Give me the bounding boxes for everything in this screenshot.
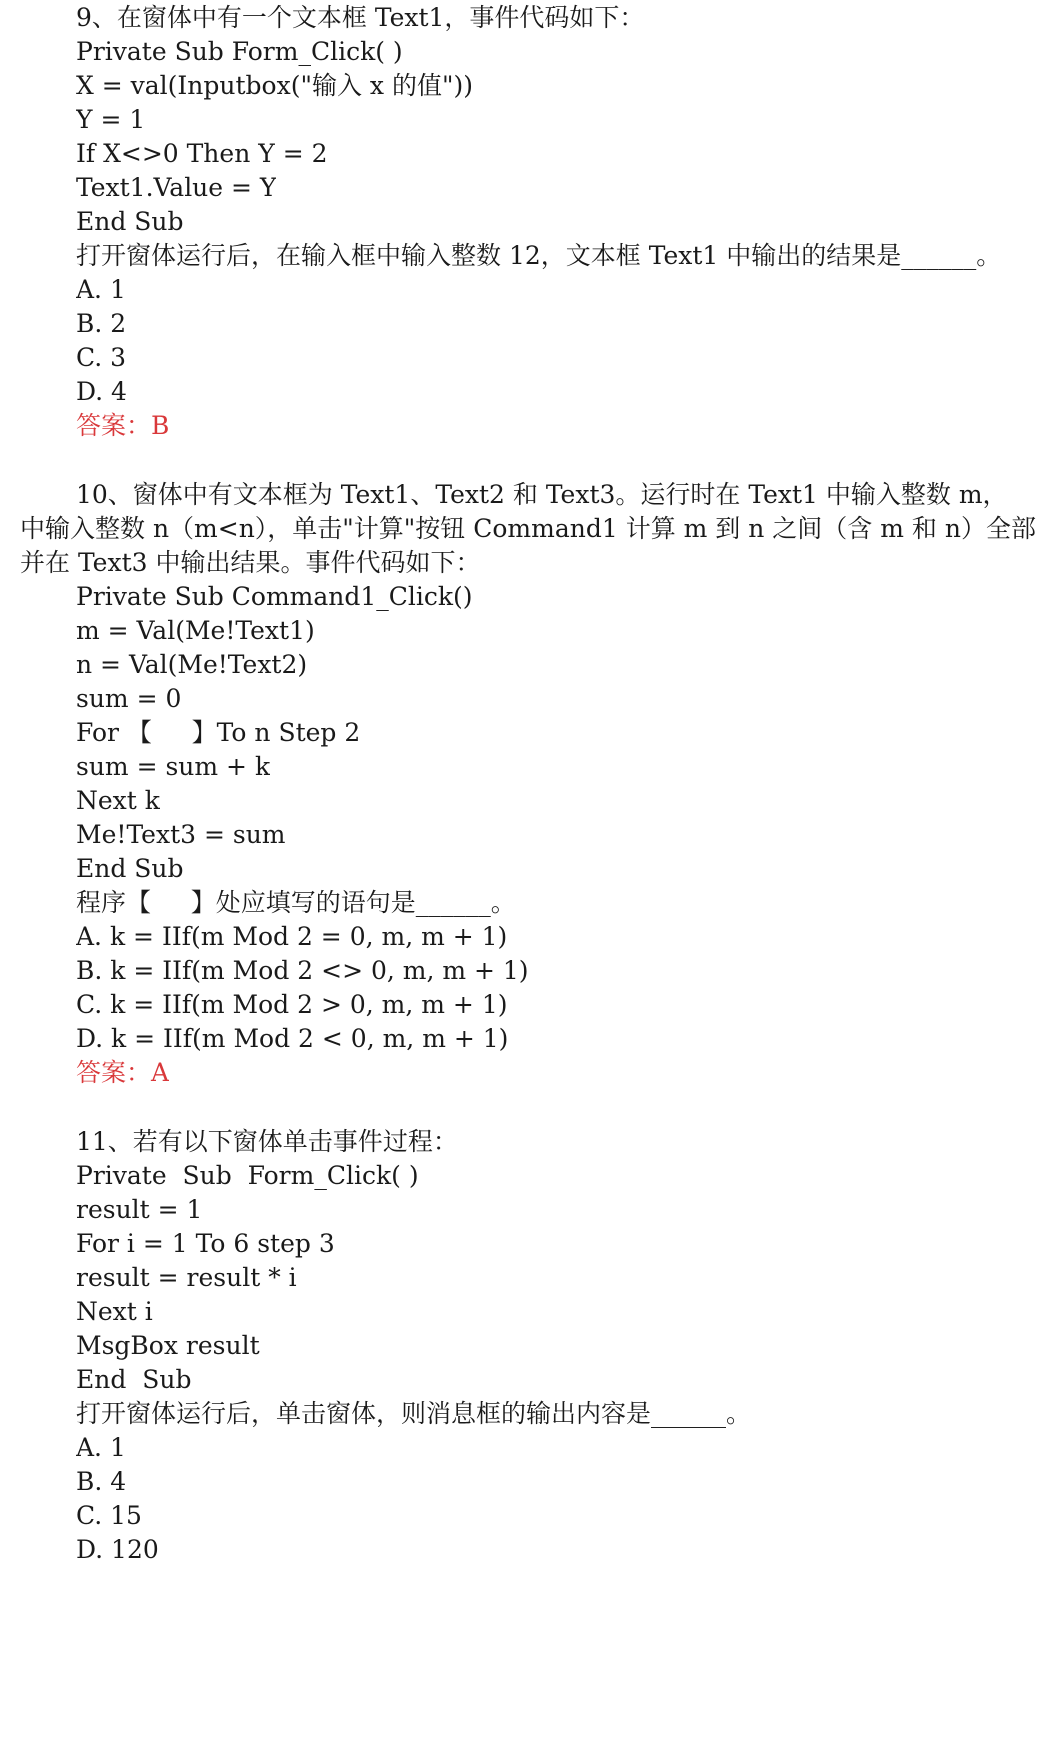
q11-code-line: Private Sub Form_Click( )	[76, 1161, 419, 1190]
q9-stem: 9、在窗体中有一个文本框 Text1，事件代码如下：	[76, 3, 645, 32]
q9-code-line: Private Sub Form_Click( )	[76, 37, 403, 66]
q9-code-line: Y = 1	[76, 105, 146, 134]
q11-code-line: Next i	[76, 1297, 153, 1326]
q10-stem-line: 并在 Text3 中输出结果。事件代码如下：	[20, 548, 481, 577]
q11-code-line: End Sub	[76, 1365, 192, 1394]
q9-answer: 答案：B	[76, 411, 170, 440]
q10-code-line: End Sub	[76, 854, 184, 883]
q9-code-line: End Sub	[76, 207, 184, 236]
q11-code-line: MsgBox result	[76, 1331, 260, 1360]
q10-code-line: Next k	[76, 786, 160, 815]
q10-answer: 答案：A	[76, 1058, 170, 1087]
q10-stem-line: 10、窗体中有文本框为 Text1、Text2 和 Text3。运行时在 Text1 中输入整数 m，	[76, 480, 1008, 509]
q11-option-b: B. 4	[76, 1467, 127, 1496]
q10-code-line: Private Sub Command1_Click()	[76, 582, 473, 611]
q11-option-a: A. 1	[76, 1433, 126, 1462]
q10-code-line: sum = sum + k	[76, 752, 271, 781]
q11-code-line: For i = 1 To 6 step 3	[76, 1229, 335, 1258]
q11-option-c: C. 15	[76, 1501, 142, 1530]
q9-option-b: B. 2	[76, 309, 127, 338]
q11-question: 打开窗体运行后，单击窗体，则消息框的输出内容是______。	[76, 1399, 752, 1428]
q11-code-line: result = result * i	[76, 1263, 297, 1292]
q10-code-line: n = Val(Me!Text2)	[76, 650, 308, 679]
q9-code-line: If X<>0 Then Y = 2	[76, 139, 328, 168]
q10-code-line: m = Val(Me!Text1)	[76, 616, 315, 645]
q10-code-line: Me!Text3 = sum	[76, 820, 286, 849]
q10-code-line: For 【 】To n Step 2	[76, 718, 361, 747]
q10-question: 程序【 】处应填写的语句是______。	[76, 888, 516, 917]
q9-code-line: Text1.Value = Y	[76, 173, 277, 202]
q9-option-d: D. 4	[76, 377, 127, 406]
q9-code-line: X = val(Inputbox("输入 x 的值"))	[76, 71, 473, 100]
q11-stem: 11、若有以下窗体单击事件过程：	[76, 1127, 458, 1156]
q10-code-line: sum = 0	[76, 684, 182, 713]
q11-code-line: result = 1	[76, 1195, 203, 1224]
q10-option-b: B. k = IIf(m Mod 2 <> 0, m, m + 1)	[76, 956, 529, 985]
q9-option-a: A. 1	[76, 275, 126, 304]
q10-option-c: C. k = IIf(m Mod 2 > 0, m, m + 1)	[76, 990, 508, 1019]
q9-question: 打开窗体运行后，在输入框中输入整数 12，文本框 Text1 中输出的结果是______。	[76, 241, 1002, 270]
q10-option-a: A. k = IIf(m Mod 2 = 0, m, m + 1)	[76, 922, 508, 951]
q9-option-c: C. 3	[76, 343, 127, 372]
q10-stem-line: 中输入整数 n（m<n），单击"计算"按钮 Command1 计算 m 到 n 之间（含 m 和 n）全部	[20, 514, 1036, 543]
q11-option-d: D. 120	[76, 1535, 159, 1564]
q10-option-d: D. k = IIf(m Mod 2 < 0, m, m + 1)	[76, 1024, 509, 1053]
